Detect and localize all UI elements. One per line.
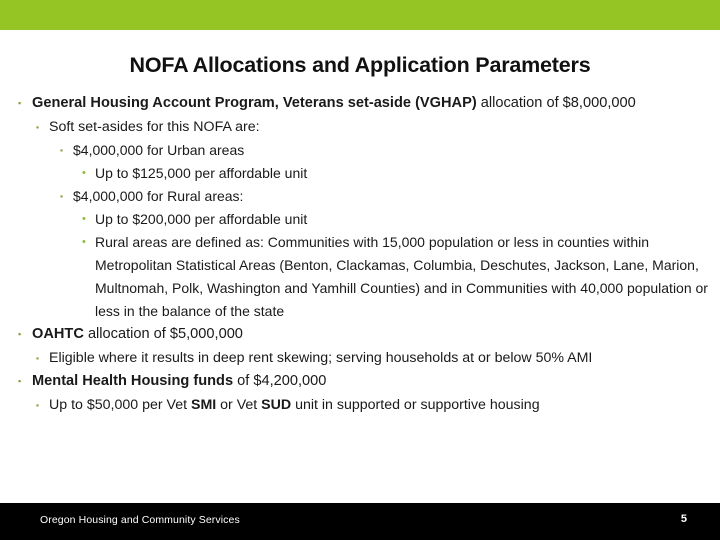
footer-bar	[0, 503, 720, 540]
bullet-marker-icon: ▪	[60, 145, 64, 155]
bullet-marker-icon: ▪	[18, 376, 22, 386]
outline-bullet-text	[49, 394, 720, 417]
outline-bullet-emphasis: General Housing Account Program, Veterans set-aside (VGHAP)	[32, 95, 477, 111]
footer-page-number: 5	[680, 513, 687, 525]
bullet-marker-icon: •	[82, 213, 86, 225]
outline-bullet-level-3	[0, 185, 720, 208]
outline-bullet-emphasis: SUD	[261, 397, 292, 413]
bullet-marker-icon: ▪	[18, 329, 22, 339]
outline-bullet-tail: or Vet	[216, 397, 262, 413]
page-title: NOFA Allocations and Application Parameters	[129, 53, 591, 77]
outline-bullet-emphasis: OAHTC	[32, 326, 84, 342]
outline-bullet-text	[32, 92, 720, 115]
outline-bullet-level-2	[0, 347, 720, 370]
outline-bullet-text: $4,000,000 for Rural areas:	[73, 188, 244, 204]
outline-bullet-tail: Up to $50,000 per Vet	[49, 397, 191, 413]
outline-bullet-tail: unit in supported or supportive housing	[291, 397, 540, 413]
outline-body	[0, 92, 720, 417]
footer-organization-label: Oregon Housing and Community Services	[40, 514, 240, 526]
outline-bullet-text: Soft set-asides for this NOFA are:	[49, 119, 260, 135]
outline-bullet-level-4	[0, 162, 720, 185]
bullet-marker-icon: ▪	[60, 191, 64, 201]
outline-bullet-level-2	[0, 394, 720, 417]
outline-bullet-tail: allocation of $8,000,000	[476, 95, 636, 111]
outline-bullet-text: $4,000,000 for Urban areas	[73, 142, 245, 158]
bullet-marker-icon: •	[82, 236, 86, 248]
bullet-marker-icon: ▪	[36, 353, 40, 363]
outline-bullet-emphasis: SMI	[190, 397, 217, 413]
outline-bullet-emphasis: Mental Health Housing funds	[32, 373, 234, 389]
outline-bullet-level-4	[0, 208, 720, 231]
outline-bullet-text: Eligible where it results in deep rent skewing; serving households at or below 50% AMI	[49, 350, 593, 366]
outline-bullet-tail: allocation of $5,000,000	[83, 326, 243, 342]
outline-bullet-level-2	[0, 116, 720, 139]
bullet-marker-icon: ▪	[36, 122, 40, 132]
outline-bullet-level-1	[0, 370, 720, 393]
outline-bullet-level-1	[0, 323, 720, 346]
outline-bullet-text	[32, 323, 720, 346]
top-green-band	[0, 0, 720, 30]
outline-bullet-level-3	[0, 139, 720, 162]
outline-bullet-text: Rural areas are defined as: Communities with 15,000 population or less in counties within Metropolitan Statistical Areas (Benton, Clackamas, Columbia, Deschutes, Jackson, Lane, Marion, Multnomah, Polk, Washington and Yamhill Counties) and in Communities with 40,000 population or less in the balance of the state	[95, 234, 708, 319]
outline-bullet-text: Up to $200,000 per affordable unit	[95, 211, 308, 227]
outline-bullet-text: Up to $125,000 per affordable unit	[95, 165, 308, 181]
outline-bullet-level-4	[0, 231, 720, 323]
outline-bullet-level-1	[0, 92, 720, 115]
outline-bullet-tail: of $4,200,000	[233, 373, 327, 389]
outline-bullet-text	[32, 370, 720, 393]
bullet-marker-icon: •	[82, 167, 86, 179]
bullet-marker-icon: ▪	[36, 400, 40, 410]
bullet-marker-icon: ▪	[18, 98, 22, 108]
